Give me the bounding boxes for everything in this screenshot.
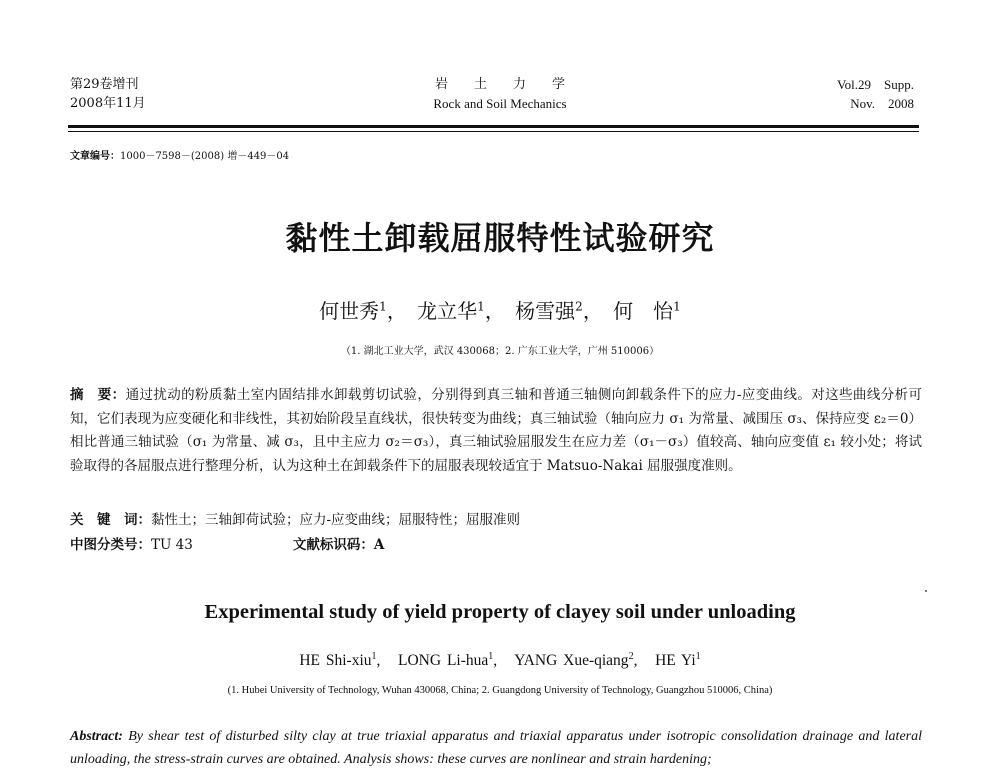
- article-number-label: 文章编号：: [70, 151, 120, 162]
- author-cn: 杨雪强$^2$: [515, 299, 583, 323]
- journal-date-cn: 2008年11月: [70, 96, 146, 111]
- title-cn: 黏性土卸载屈服特性试验研究: [285, 219, 715, 257]
- article-number: [70, 147, 289, 162]
- abstract-en-label: Abstract:: [70, 729, 123, 744]
- keywords-cn: [70, 510, 922, 531]
- author-en: LONG Li-hua$^1$: [398, 651, 494, 670]
- header-rule-thin: [68, 131, 919, 132]
- classification: [70, 535, 384, 556]
- abstract-cn-label: 摘 要：: [70, 387, 126, 403]
- abstract-en-text: By shear test of disturbed silty clay at true triaxial apparatus and triaxial apparatus under isotropic consolidation drainage and lateral unloading, the stress-strain curves are obtained. Analysis shows: these curves are nonlinear and strain hardening;: [70, 729, 922, 767]
- author-cn: 龙立华$^1$: [417, 299, 485, 323]
- keywords-cn-label: 关 键 词：: [70, 512, 151, 528]
- scan-speck: [925, 590, 927, 592]
- title-en: Experimental study of yield property of clayey soil under unloading: [204, 601, 796, 623]
- journal-name-en: Rock and Soil Mechanics: [433, 96, 567, 111]
- authors-en: HE Shi-xiu$^1$, LONG Li-hua$^1$, YANG Xue-qiang$^2$, HE Yi$^1$: [299, 651, 701, 670]
- abstract-en: [70, 725, 922, 771]
- affiliations-cn: （1. 湖北工业大学，武汉 430068；2. 广东工业大学，广州 510006）: [340, 346, 660, 357]
- article-number-value: 1000－7598－(2008) 增－449－04: [120, 151, 290, 162]
- author-en: YANG Xue-qiang$^2$: [514, 651, 634, 670]
- abstract-cn-text: 通过扰动的粉质黏土室内固结排水卸载剪切试验，分别得到真三轴和普通三轴侧向卸载条件下的应力-应变曲线。对这些曲线分析可知，它们表现为应变硬化和非线性，其初始阶段呈直线状，很快转变为曲线；真三轴试验（轴向应力 σ₁ 为常量、减围压 σ₃、保持应变 ε₂＝0）相比普通三轴试验（σ₁ 为常量、减 σ₃，且中主应力 σ₂＝σ₃），真三轴试验屈服发生在应力差（σ₁－σ₃）值较高、轴向应变值 ε₁ 较小处；将试验取得的各屈服点进行整理分析，认为这种土在卸载条件下的屈服表现较适宜于 Matsuo-Nakai 屈服强度准则。: [70, 387, 923, 474]
- clc-value: TU 43: [151, 537, 193, 553]
- header-rule-thick: [68, 125, 919, 128]
- author-en: HE Shi-xiu$^1$: [299, 651, 377, 670]
- author-en: HE Yi$^1$: [655, 651, 701, 670]
- abstract-cn: [70, 384, 922, 478]
- keywords-cn-text: 黏性土；三轴卸荷试验；应力-应变曲线；屈服特性；屈服准则: [151, 512, 521, 528]
- journal-name-cn: 岩 土 力 学: [434, 77, 565, 92]
- authors-cn: 何世秀$^1$， 龙立华$^1$， 杨雪强$^2$， 何 怡$^1$: [319, 299, 681, 323]
- author-cn: 何 怡$^1$: [613, 299, 681, 323]
- clc-label: 中图分类号：: [70, 537, 151, 553]
- doc-code-value: A: [373, 537, 385, 553]
- affiliations-en: (1. Hubei University of Technology, Wuhan 430068, China; 2. Guangdong University of Technology, Guangzhou 510006, China): [227, 685, 773, 696]
- doc-code-label: 文献标识码：: [292, 537, 374, 553]
- author-cn: 何世秀$^1$: [319, 299, 387, 323]
- journal-volume-en: Vol.29 Supp.: [836, 77, 914, 92]
- journal-date-en: Nov. 2008: [850, 96, 914, 111]
- journal-volume-cn: 第29卷增刊: [70, 77, 139, 92]
